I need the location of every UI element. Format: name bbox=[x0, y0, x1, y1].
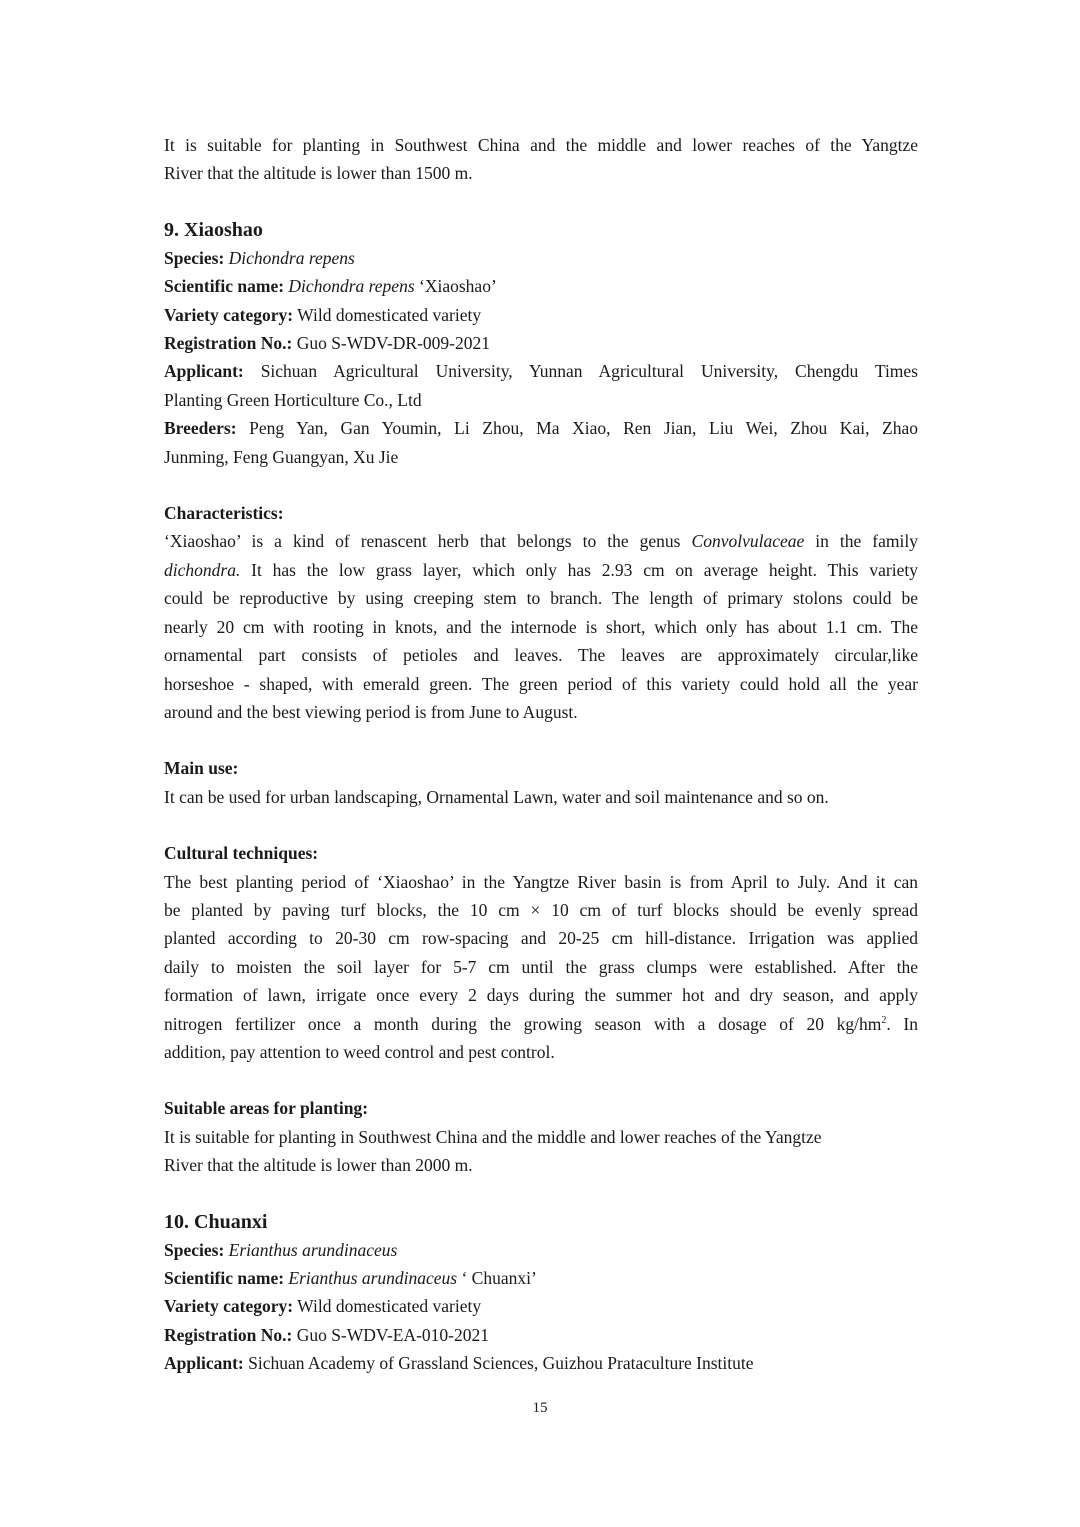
breeders-field bbox=[164, 414, 918, 471]
text-line bbox=[164, 414, 918, 442]
text-line: Planting Green Horticulture Co., Ltd bbox=[164, 389, 422, 410]
characteristics-label: Characteristics: bbox=[164, 503, 284, 524]
characteristics-paragraph bbox=[164, 527, 918, 726]
text-line: It can be used for urban landscaping, Ornamental Lawn, water and soil maintenance and so on. bbox=[164, 786, 829, 807]
field-value: Dichondra repens bbox=[228, 247, 355, 268]
text-run-italic: dichondra. bbox=[164, 559, 241, 580]
text-line: addition, pay attention to weed control and pest control. bbox=[164, 1041, 555, 1062]
field-value: Guo S-WDV-DR-009-2021 bbox=[292, 333, 490, 354]
field-label: Scientific name: bbox=[164, 1268, 285, 1288]
field-label: Scientific name: bbox=[164, 276, 285, 297]
section-heading-xiaoshao: 9. Xiaoshao bbox=[164, 218, 263, 241]
field-value: Guo S-WDV-EA-010-2021 bbox=[292, 1324, 490, 1345]
suitable-areas-label: Suitable areas for planting: bbox=[164, 1098, 369, 1119]
field-value-italic: Erianthus arundinaceus bbox=[288, 1268, 458, 1288]
intro-paragraph bbox=[164, 131, 918, 188]
field-label: Variety category: bbox=[164, 1296, 294, 1317]
field-value: ‘ Chuanxi’ bbox=[457, 1268, 537, 1288]
field-label: Applicant: bbox=[164, 361, 244, 382]
species-field bbox=[164, 1236, 918, 1264]
scientific-name-field bbox=[164, 1264, 918, 1292]
text-line: It is suitable for planting in Southwest China and the middle and lower reaches of the Yangtze bbox=[164, 1126, 822, 1147]
text-run-italic: Convolvulaceae bbox=[691, 531, 805, 552]
field-label: Registration No.: bbox=[164, 333, 293, 354]
text-line: around and the best viewing period is from June to August. bbox=[164, 701, 578, 722]
suitable-areas-paragraph bbox=[164, 1123, 918, 1180]
document-page bbox=[164, 131, 918, 1378]
text-line: could be reproductive by using creeping stem to branch. The length of primary stolons could be bbox=[164, 588, 918, 609]
page-number: 15 bbox=[532, 1400, 548, 1416]
field-label: Applicant: bbox=[164, 1353, 244, 1374]
text-line: be planted by paving turf blocks, the 10 cm × 10 cm of turf blocks should be evenly spread bbox=[164, 899, 918, 920]
main-use-label: Main use: bbox=[164, 758, 239, 779]
field-label: Species: bbox=[164, 247, 225, 268]
text-line: horseshoe - shaped, with emerald green. The green period of this variety could hold all the year bbox=[164, 673, 918, 694]
field-value: Wild domesticated variety bbox=[293, 1296, 482, 1317]
species-field bbox=[164, 244, 918, 272]
text-line: River that the altitude is lower than 1500 m. bbox=[164, 163, 473, 184]
text-line: River that the altitude is lower than 2000 m. bbox=[164, 1155, 473, 1176]
text-run: It has the low grass layer, which only has 2.93 cm on average height. This variety bbox=[240, 559, 918, 580]
text-run: . In bbox=[886, 1013, 918, 1034]
text-line bbox=[164, 357, 918, 385]
registration-number-field bbox=[164, 329, 918, 357]
variety-category-field bbox=[164, 1292, 918, 1320]
superscript: 2 bbox=[881, 1014, 887, 1026]
applicant-field bbox=[164, 1349, 918, 1377]
text-line: ornamental part consists of petioles and leaves. The leaves are approximately circular,like bbox=[164, 645, 918, 666]
registration-number-field bbox=[164, 1321, 918, 1349]
field-value: Wild domesticated variety bbox=[293, 304, 482, 325]
field-value: Erianthus arundinaceus bbox=[228, 1239, 398, 1260]
text-run: in the family bbox=[804, 531, 918, 552]
main-use-paragraph bbox=[164, 783, 918, 811]
text-line: It is suitable for planting in Southwest China and the middle and lower reaches of the Yangtze bbox=[164, 135, 918, 155]
field-label: Registration No.: bbox=[164, 1324, 293, 1345]
text-line: Junming, Feng Guangyan, Xu Jie bbox=[164, 446, 399, 467]
text-line: planted according to 20-30 cm row-spacing and 20-25 cm hill-distance. Irrigation was applied bbox=[164, 928, 918, 949]
field-value: Peng Yan, Gan Youmin, Li Zhou, Ma Xiao, Ren Jian, Liu Wei, Zhou Kai, Zhao bbox=[236, 418, 918, 439]
field-value: Sichuan Academy of Grassland Sciences, Guizhou Prataculture Institute bbox=[243, 1353, 754, 1374]
cultural-techniques-paragraph bbox=[164, 868, 918, 1067]
text-line bbox=[164, 556, 918, 584]
section-heading-chuanxi: 10. Chuanxi bbox=[164, 1210, 268, 1233]
field-value: ‘Xiaoshao’ bbox=[414, 276, 497, 297]
text-line: The best planting period of ‘Xiaoshao’ in the Yangtze River basin is from April to July. And it can bbox=[164, 871, 918, 892]
text-line bbox=[164, 1010, 918, 1038]
applicant-field bbox=[164, 357, 918, 414]
field-label: Species: bbox=[164, 1239, 225, 1260]
field-label: Variety category: bbox=[164, 304, 294, 325]
text-line: formation of lawn, irrigate once every 2 days during the summer hot and dry season, and apply bbox=[164, 985, 918, 1006]
scientific-name-field bbox=[164, 272, 918, 300]
text-run: ‘Xiaoshao’ is a kind of renascent herb that belongs to the genus bbox=[164, 531, 692, 552]
field-value-italic: Dichondra repens bbox=[288, 276, 415, 297]
field-value: Sichuan Agricultural University, Yunnan Agricultural University, Chengdu Times bbox=[243, 361, 918, 382]
variety-category-field bbox=[164, 301, 918, 329]
text-line: nearly 20 cm with rooting in knots, and the internode is short, which only has about 1.1 cm. The bbox=[164, 616, 918, 637]
text-line bbox=[164, 527, 918, 555]
text-line: daily to moisten the soil layer for 5-7 cm until the grass clumps were established. After the bbox=[164, 956, 918, 977]
cultural-techniques-label: Cultural techniques: bbox=[164, 843, 319, 864]
text-run: nitrogen fertilizer once a month during the growing season with a dosage of 20 kg/hm bbox=[164, 1013, 882, 1034]
field-label: Breeders: bbox=[164, 418, 237, 439]
